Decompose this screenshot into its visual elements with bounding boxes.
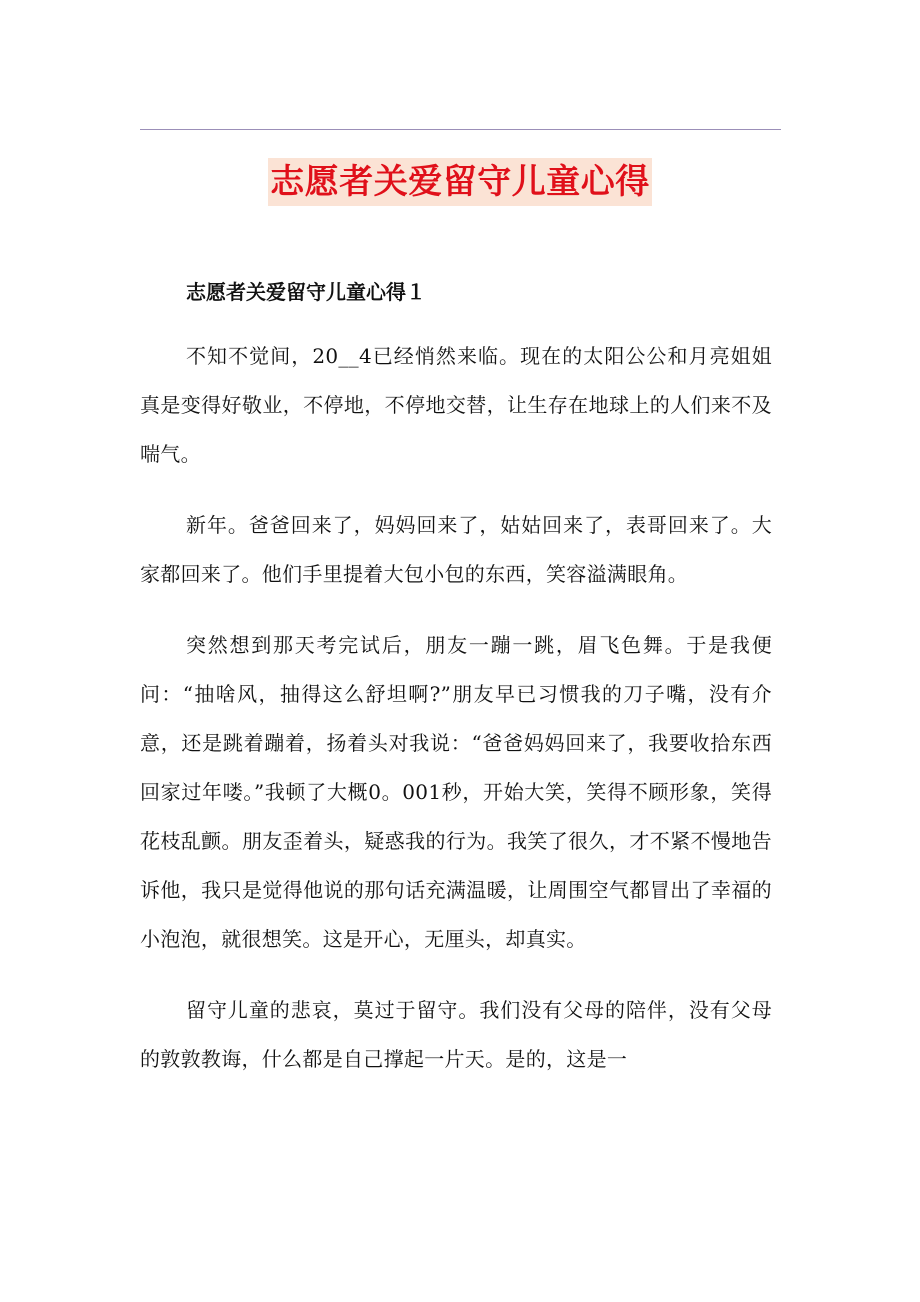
document-body [140, 268, 772, 1106]
paragraph: 新年。爸爸回来了，妈妈回来了，姑姑回来了，表哥回来了。大家都回来了。他们手里提着大包小包的东西，笑容溢满眼角。 [140, 513, 772, 586]
title-container [0, 158, 920, 206]
paragraph: 不知不觉间，20__4已经悄然来临。现在的太阳公公和月亮姐姐真是变得好敬业，不停地，不停地交替，让生存在地球上的人们来不及喘气。 [140, 344, 772, 466]
paragraph: 留守儿童的悲哀，莫过于留守。我们没有父母的陪伴，没有父母的敦敦教诲，什么都是自己撑起一片天。是的，这是一 [140, 998, 772, 1071]
document-title: 志愿者关爱留守儿童心得 [268, 158, 652, 206]
section-heading: 志愿者关爱留守儿童心得１ [186, 280, 426, 304]
header-rule [140, 129, 781, 130]
paragraph: 突然想到那天考完试后，朋友一蹦一跳，眉飞色舞。于是我便问：“抽啥风，抽得这么舒坦啊?”朋友早已习惯我的刀子嘴，没有介意，还是跳着蹦着，扬着头对我说：“爸爸妈妈回来了，我要收拾东西回家过年喽。”我顿了大概0。001秒，开始大笑，笑得不顾形象，笑得花枝乱颤。朋友歪着头，疑惑我的行为。我笑了很久，才不紧不慢地告诉他，我只是觉得他说的那句话充满温暖，让周围空气都冒出了幸福的小泡泡，就很想笑。这是开心，无厘头，却真实。 [140, 633, 772, 951]
